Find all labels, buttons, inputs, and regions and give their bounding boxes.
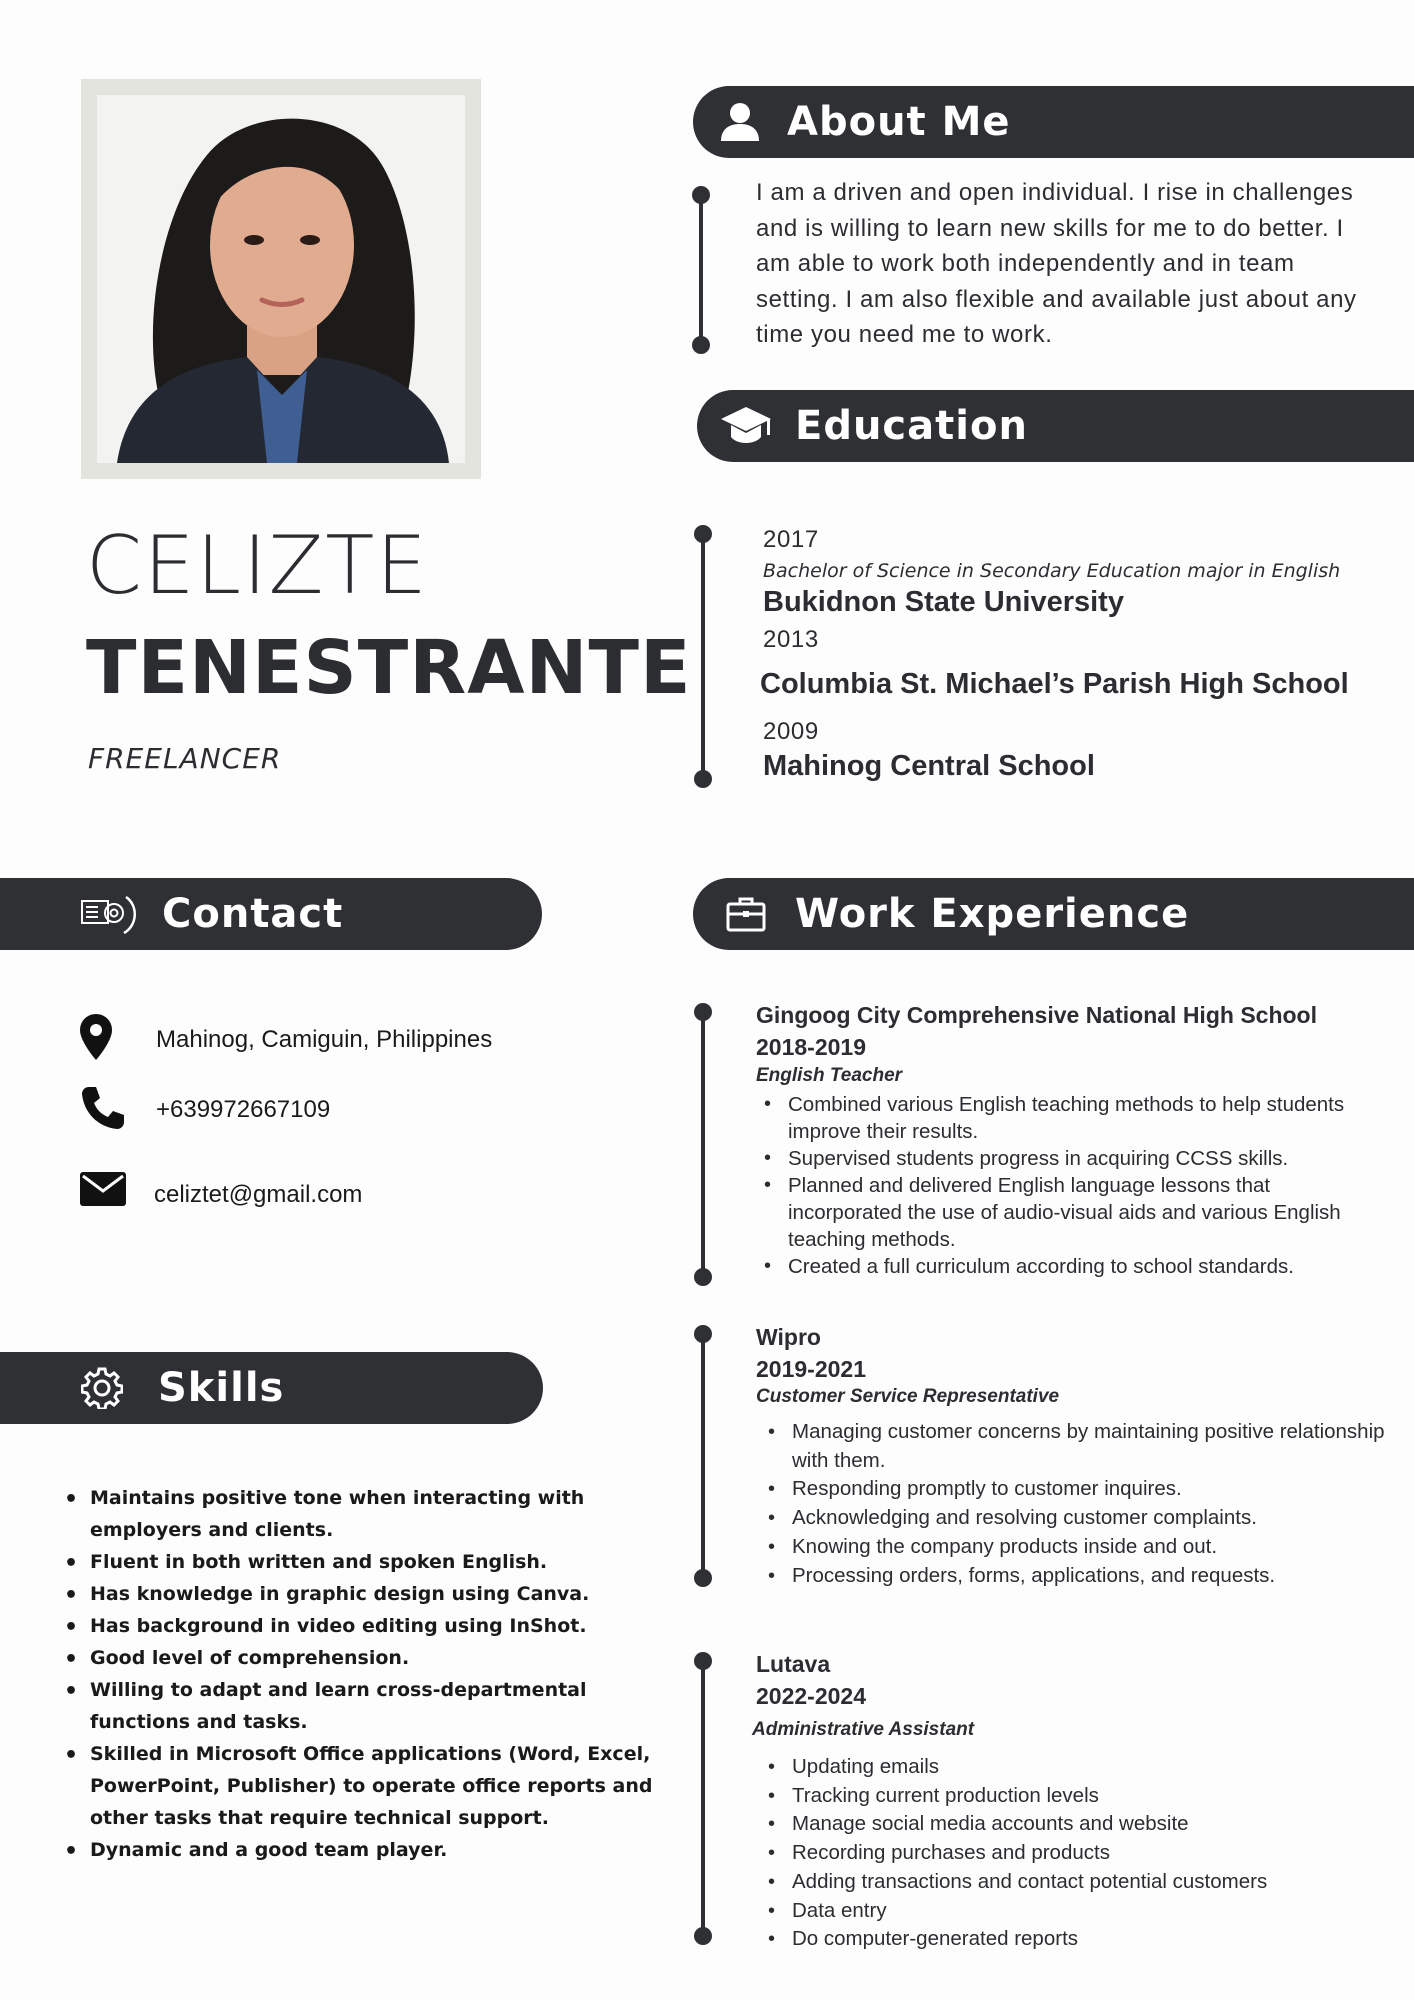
- job-duty: • Supervised students progress in acquiring CCSS skills.: [756, 1145, 1386, 1172]
- job-timeline-line: [701, 1334, 705, 1578]
- education-school: Bukidnon State University: [763, 586, 1124, 618]
- job-title: FREELANCER: [88, 742, 282, 775]
- job-timeline-dot-top: [694, 1325, 712, 1343]
- skill-item: • Has knowledge in graphic design using Canva.: [62, 1578, 682, 1610]
- skills-list: [62, 1482, 682, 1866]
- job-duties: [756, 1091, 1386, 1280]
- education-degree: Bachelor of Science in Secondary Education major in English: [763, 560, 1341, 582]
- job-company: Lutava: [756, 1651, 831, 1677]
- user-icon: [717, 99, 763, 145]
- job-role: Administrative Assistant: [752, 1719, 975, 1740]
- job-timeline-line: [701, 1662, 705, 1936]
- job-duty: • Recording purchases and products: [760, 1839, 1386, 1868]
- contact-phone: +639972667109: [156, 1096, 331, 1123]
- job-timeline-dot-bottom: [694, 1927, 712, 1945]
- education-header: [697, 390, 1414, 462]
- first-name: CELIZTE: [86, 519, 429, 612]
- contact-email-icon: [80, 889, 140, 939]
- mail-icon: [80, 1172, 126, 1208]
- skill-item: • Dynamic and a good team player.: [62, 1834, 682, 1866]
- phone-icon: [80, 1085, 126, 1131]
- contact-heading: Contact: [162, 891, 344, 937]
- job-duty: • Responding promptly to customer inquires.: [760, 1475, 1386, 1504]
- skill-item: • Skilled in Microsoft Office applications (Word, Excel, PowerPoint, Publisher) to operate office reports and other tasks that require technical support.: [62, 1738, 682, 1834]
- job-role: English Teacher: [756, 1065, 903, 1086]
- skills-heading: Skills: [158, 1365, 285, 1411]
- job-timeline-line: [701, 1014, 705, 1278]
- job-duty: • Processing orders, forms, applications, and requests.: [760, 1562, 1386, 1591]
- job-timeline-dot-bottom: [694, 1268, 712, 1286]
- job-years: 2019-2021: [756, 1356, 866, 1382]
- job-duty: • Updating emails: [760, 1753, 1386, 1782]
- about-timeline-line: [699, 194, 703, 344]
- job-duty: • Knowing the company products inside and out.: [760, 1533, 1386, 1562]
- job-entry: [756, 1001, 1386, 1280]
- job-duty: • Managing customer concerns by maintaining positive relationship with them.: [760, 1418, 1386, 1475]
- education-timeline-line: [701, 533, 705, 778]
- about-timeline-dot-top: [692, 186, 710, 204]
- contact-header: [0, 878, 542, 950]
- about-header: [693, 86, 1414, 158]
- education-year: 2013: [763, 626, 819, 653]
- education-year: 2017: [763, 526, 819, 553]
- briefcase-icon: [725, 893, 767, 935]
- education-timeline-dot-bottom: [694, 770, 712, 788]
- job-duty: • Tracking current production levels: [760, 1782, 1386, 1811]
- job-duty: • Created a full curriculum according to school standards.: [756, 1253, 1386, 1280]
- job-company: Gingoog City Comprehensive National High School: [756, 1002, 1317, 1028]
- job-entry: [752, 1650, 1386, 1954]
- education-school: Mahinog Central School: [763, 750, 1095, 782]
- portrait-illustration: [97, 95, 465, 463]
- job-duty: • Acknowledging and resolving customer complaints.: [760, 1504, 1386, 1533]
- work-header: [693, 878, 1414, 950]
- skill-item: • Good level of comprehension.: [62, 1642, 682, 1674]
- job-duty: • Planned and delivered English language lessons that incorporated the use of audio-visual aids and various English teaching methods.: [756, 1172, 1386, 1253]
- skill-item: • Willing to adapt and learn cross-departmental functions and tasks.: [62, 1674, 682, 1738]
- profile-photo: [97, 95, 465, 463]
- job-duty: • Combined various English teaching methods to help students improve their results.: [756, 1091, 1386, 1145]
- about-timeline-dot-bottom: [692, 336, 710, 354]
- job-timeline-dot-top: [694, 1652, 712, 1670]
- job-duties: [760, 1753, 1386, 1954]
- job-years: 2022-2024: [756, 1683, 866, 1709]
- skills-header: [0, 1352, 543, 1424]
- skill-item: • Fluent in both written and spoken English.: [62, 1546, 682, 1578]
- job-company: Wipro: [756, 1324, 821, 1350]
- skill-item: • Maintains positive tone when interacting with employers and clients.: [62, 1482, 682, 1546]
- about-text: I am a driven and open individual. I rise in challenges and is willing to learn new skills for me to do better. I am able to work both independently and in team setting. I am also flexible and available just about any time you need me to work.: [756, 179, 1357, 348]
- job-duty: • Manage social media accounts and website: [760, 1810, 1386, 1839]
- work-heading: Work Experience: [795, 891, 1190, 937]
- graduation-cap-icon: [719, 401, 773, 451]
- job-duty: • Adding transactions and contact potential customers: [760, 1868, 1386, 1897]
- job-timeline-dot-bottom: [694, 1569, 712, 1587]
- job-duty: • Data entry: [760, 1897, 1386, 1926]
- about-heading: About Me: [787, 99, 1011, 145]
- job-years: 2018-2019: [756, 1034, 866, 1060]
- education-year: 2009: [763, 718, 819, 745]
- job-timeline-dot-top: [694, 1003, 712, 1021]
- education-school: Columbia St. Michael’s Parish High School: [760, 668, 1349, 700]
- gear-icon: [80, 1366, 124, 1410]
- job-role: Customer Service Representative: [756, 1386, 1060, 1407]
- job-entry: [756, 1323, 1386, 1590]
- education-timeline-dot-top: [694, 525, 712, 543]
- contact-email[interactable]: celiztet@gmail.com: [154, 1181, 363, 1208]
- skill-item: • Has background in video editing using InShot.: [62, 1610, 682, 1642]
- location-pin-icon: [80, 1014, 112, 1060]
- last-name: TENESTRANTE: [86, 625, 692, 711]
- contact-address: Mahinog, Camiguin, Philippines: [156, 1026, 493, 1053]
- job-duty: • Do computer-generated reports: [760, 1925, 1386, 1954]
- job-duties: [760, 1418, 1386, 1590]
- education-heading: Education: [795, 403, 1028, 449]
